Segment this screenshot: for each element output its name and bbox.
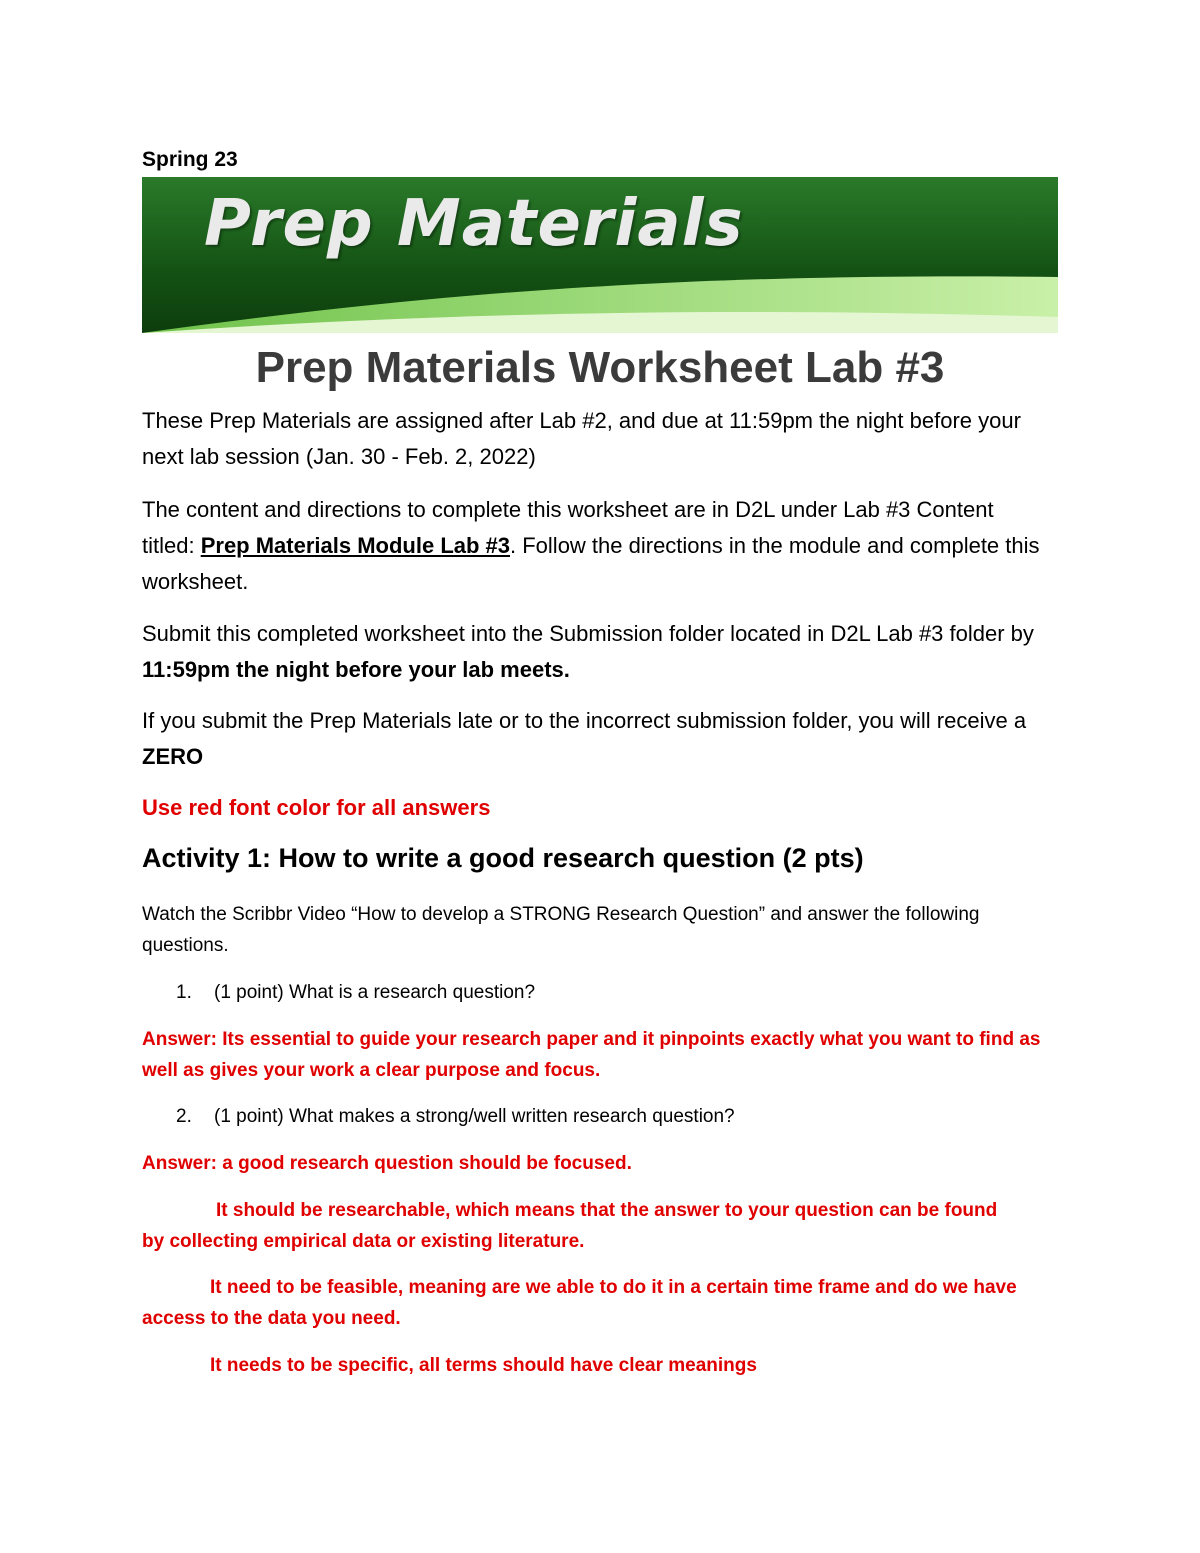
answer-2-line-4: It needs to be specific, all terms should have clear meanings	[210, 1355, 757, 1376]
answer-1: Answer: Its essential to guide your research paper and it pinpoints exactly what you want to find as well as gives your work a clear purpose and focus.	[142, 1029, 1041, 1081]
submit-paragraph	[142, 616, 1042, 688]
answer-2-line-3: It need to be feasible, meaning are we able to do it in a certain time frame and do we have access to the data you need.	[142, 1277, 1017, 1329]
answer-2-line-1: Answer: a good research question should be focused.	[142, 1153, 632, 1174]
zero-label: ZERO	[142, 744, 204, 769]
page-title: Prep Materials Worksheet Lab #3	[255, 343, 945, 392]
prep-materials-banner	[142, 177, 1058, 333]
question-text: (1 point) What makes a strong/well written research question?	[214, 1106, 735, 1127]
question-number: 2.	[176, 1106, 192, 1127]
red-font-note: Use red font color for all answers	[142, 795, 491, 820]
assigned-paragraph: These Prep Materials are assigned after Lab #2, and due at 11:59pm the night before your next lab session (Jan. 30 - Feb. 2, 2022)	[142, 408, 1021, 469]
question-2	[176, 1101, 735, 1132]
content-paragraph	[142, 492, 1042, 600]
banner-title: Prep Materials	[204, 187, 744, 261]
activity-heading: Activity 1: How to write a good research question (2 pts)	[142, 843, 864, 873]
content-text-end: . Follow the directions in the module and complete this worksheet.	[142, 533, 1040, 594]
activity-instructions: Watch the Scribbr Video “How to develop a STRONG Research Question” and answer the following questions.	[142, 904, 980, 956]
late-text: If you submit the Prep Materials late or to the incorrect submission folder, you will receive a	[142, 708, 1027, 733]
question-text: (1 point) What is a research question?	[214, 982, 536, 1003]
submit-deadline: 11:59pm the night before your lab meets.	[142, 657, 570, 682]
content-text: The content and directions to complete this worksheet are in D2L under Lab #3 Content titled:	[142, 497, 994, 558]
module-link[interactable]: Prep Materials Module Lab #3	[200, 533, 511, 558]
question-number: 1.	[176, 982, 192, 1003]
answer-2-line-2: It should be researchable, which means that the answer to your question can be found by collecting empirical data or existing literature.	[142, 1200, 998, 1252]
semester-label: Spring 23	[142, 148, 238, 171]
question-1	[176, 977, 535, 1008]
late-paragraph	[142, 703, 1042, 775]
submit-text: Submit this completed worksheet into the Submission folder located in D2L Lab #3 folder by	[142, 621, 1034, 646]
